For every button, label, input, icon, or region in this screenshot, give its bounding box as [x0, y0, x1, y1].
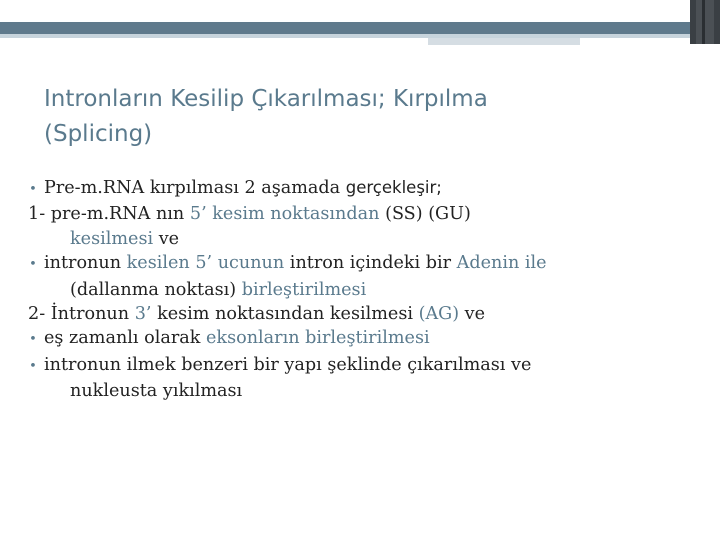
body-line-9-text: nukleusta yıkılması: [70, 381, 243, 402]
slide-title-line-2: (Splicing): [44, 121, 153, 147]
corner-decoration: [690, 0, 720, 44]
body-line-6-highlight-a: 3’: [134, 304, 152, 325]
header-band-light: [0, 34, 720, 38]
body-line-2-text-c: (SS) (GU): [379, 204, 471, 225]
corner-decoration-inner: [696, 0, 714, 44]
body-line-5-highlight: birleştirilmesi: [241, 279, 367, 300]
body-line-1-verb: gerçekleşir;: [345, 178, 442, 197]
body-line-6-text-a: İntronun: [45, 304, 135, 325]
bullet-icon: •: [29, 332, 37, 348]
bullet-icon: •: [29, 182, 37, 197]
body-line-2-highlight: 5’ kesim noktasından: [189, 204, 380, 225]
body-line-5-text: (dallanma noktası): [70, 279, 242, 300]
body-line-7-text: eş zamanlı olarak: [44, 328, 207, 349]
bullet-icon: •: [29, 358, 37, 374]
header-top-line: [0, 0, 720, 22]
slide-body: [28, 176, 698, 404]
body-line-2: [28, 202, 698, 226]
body-line-4-text-a: intronun: [44, 253, 127, 274]
body-line-4-text-c: intron içindeki bir: [284, 253, 457, 274]
body-line-4-highlight-b: Adenin ile: [456, 253, 547, 274]
body-line-6-highlight-b: (AG): [418, 304, 460, 325]
body-line-8-text: intronun ilmek benzeri bir yapı şeklinde çıkarılması ve: [44, 354, 532, 375]
body-line-3-highlight: kesilmesi: [70, 228, 154, 249]
bullet-icon: •: [29, 257, 37, 273]
header-bar: [0, 0, 720, 38]
corner-decoration-separator: [702, 0, 705, 44]
body-line-7-highlight: eksonların birleştirilmesi: [206, 328, 430, 349]
body-line-6-text-e: ve: [459, 304, 486, 325]
body-line-1: [28, 176, 698, 202]
body-line-2-text-a: pre-m.RNA nın: [45, 204, 190, 225]
body-line-1-text: Pre-m.RNA kırpılması 2 aşamada: [44, 178, 346, 198]
slide-title: [44, 82, 644, 152]
body-line-5: [28, 278, 698, 302]
body-line-3-text: ve: [153, 228, 180, 249]
body-line-6-text-c: kesim noktasından kesilmesi: [151, 304, 419, 325]
body-line-8: [28, 353, 698, 379]
body-line-4-highlight-a: kesilen 5’ ucunun: [126, 253, 285, 274]
body-line-6: [28, 302, 698, 326]
slide-title-line-1: Intronların Kesilip Çıkarılması; Kırpılma: [44, 86, 488, 112]
step-number-1: 1-: [28, 204, 46, 225]
body-line-9: [28, 379, 698, 403]
body-line-7: [28, 326, 698, 352]
body-line-3: [28, 227, 698, 251]
header-band: [0, 22, 720, 34]
body-line-4: [28, 251, 698, 277]
step-number-2: 2-: [28, 304, 46, 325]
accent-strip: [428, 38, 580, 45]
